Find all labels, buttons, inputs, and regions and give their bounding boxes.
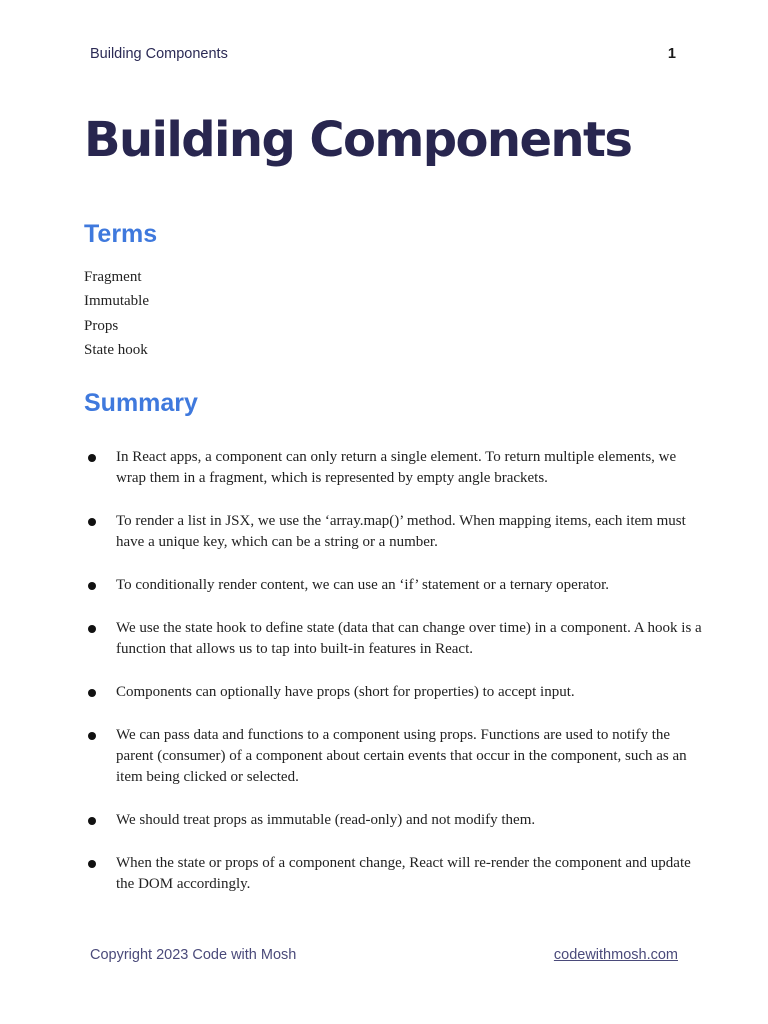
summary-item-text: We use the state hook to define state (data that can change over time) in a component. A hook is a function that allows us to tap into built-in features in React.	[116, 620, 702, 657]
bullet-icon	[88, 518, 96, 526]
footer	[90, 947, 678, 967]
bullet-icon	[88, 860, 96, 868]
bullet-icon	[88, 689, 96, 697]
bullet-icon	[88, 732, 96, 740]
summary-item-text: To render a list in JSX, we use the ‘array.map()’ method. When mapping items, each item must have a unique key, which can be a string or a number.	[116, 513, 686, 550]
summary-item	[84, 853, 704, 895]
website-link[interactable]: codewithmosh.com	[553, 947, 678, 963]
summary-item	[84, 575, 704, 596]
summary-item-text: To conditionally render content, we can use an ‘if’ statement or a ternary operator.	[116, 577, 610, 593]
running-header-title: Building Components	[90, 46, 228, 62]
summary-item	[84, 725, 704, 788]
bullet-icon	[88, 625, 96, 633]
page-title: Building Components	[84, 112, 632, 168]
summary-heading: Summary	[84, 389, 198, 417]
summary-item	[84, 511, 704, 553]
running-header	[90, 46, 678, 66]
terms-heading: Terms	[84, 220, 158, 248]
terms-list	[84, 265, 149, 362]
summary-item	[84, 618, 704, 660]
summary-item	[84, 810, 704, 831]
summary-item	[84, 447, 704, 489]
term-item: Immutable	[84, 293, 149, 310]
summary-item-text: We can pass data and functions to a component using props. Functions are used to notify the parent (consumer) of a component about certain events that occur in the component, such as an item being clicked or selected.	[116, 727, 687, 785]
bullet-icon	[88, 454, 96, 462]
summary-list	[84, 447, 704, 917]
summary-item-text: We should treat props as immutable (read-only) and not modify them.	[116, 812, 536, 828]
bullet-icon	[88, 582, 96, 590]
term-item: Props	[84, 317, 119, 334]
summary-item-text: In React apps, a component can only return a single element. To return multiple elements, we wrap them in a fragment, which is represented by empty angle brackets.	[116, 449, 677, 486]
summary-item	[84, 682, 704, 703]
summary-item-text: When the state or props of a component change, React will re-render the component and update the DOM accordingly.	[116, 855, 691, 892]
term-item: State hook	[84, 341, 148, 358]
page-number: 1	[667, 46, 676, 62]
bullet-icon	[88, 817, 96, 825]
term-item: Fragment	[84, 269, 142, 285]
copyright-text: Copyright 2023 Code with Mosh	[90, 947, 297, 963]
summary-item-text: Components can optionally have props (short for properties) to accept input.	[116, 684, 575, 700]
